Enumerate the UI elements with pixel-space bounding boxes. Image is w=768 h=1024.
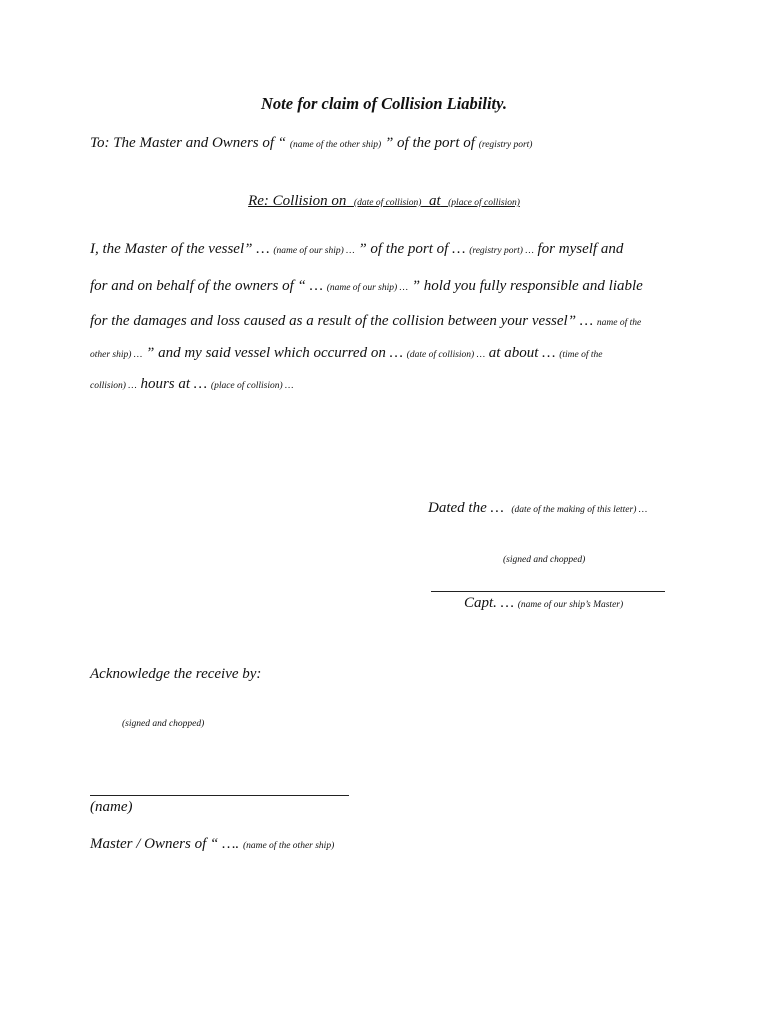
other-ship-placeholder: (name of the other ship) (289, 140, 382, 150)
collision-time-placeholder: collision) … (90, 381, 137, 391)
body-line-5 (90, 376, 294, 393)
letter-date-placeholder: (date of the making of this letter) … (511, 505, 648, 515)
registry-port-placeholder: (registry port) … (469, 246, 534, 256)
other-ship-placeholder: (name of the other ship) (242, 841, 335, 851)
collision-time-placeholder: (time of the (559, 350, 603, 360)
other-ship-placeholder: other ship) … (90, 350, 143, 360)
re-at: at (428, 193, 441, 209)
acknowledge-label: Acknowledge the receive by: (90, 666, 262, 682)
body-text: ” of the port of … (358, 241, 466, 257)
body-text: hours at … (140, 376, 208, 392)
re-line (0, 193, 768, 210)
dated-lead: Dated the … (428, 500, 504, 516)
receiver-signature-line (90, 795, 349, 796)
our-ship-placeholder: (name of our ship) … (326, 283, 408, 293)
signed-chopped-master: (signed and chopped) (503, 555, 586, 565)
collision-date-placeholder: (date of collision) (353, 198, 422, 208)
registry-port-placeholder: (registry port) (478, 140, 533, 150)
re-lead: Re: Collision on (248, 193, 347, 209)
body-line-2 (90, 278, 643, 295)
body-text: I, the Master of the vessel” … (90, 241, 270, 257)
other-ship-placeholder: name of the (596, 318, 642, 328)
body-text: ” hold you fully responsible and liable (411, 278, 643, 294)
page-title: Note for claim of Collision Liability. (261, 94, 507, 113)
master-owners-lead: Master / Owners of “ …. (90, 836, 240, 852)
master-signature-line (431, 591, 665, 592)
master-name-placeholder: (name of our ship’s Master) (517, 600, 624, 610)
to-line (90, 135, 532, 152)
body-text: at about … (488, 345, 556, 361)
body-text: ” and my said vessel which occurred on … (146, 345, 403, 361)
body-text: for myself and (537, 241, 624, 257)
signed-chopped-receiver: (signed and chopped) (122, 719, 205, 729)
collision-date-placeholder: (date of collision) … (406, 350, 486, 360)
body-line-4 (90, 345, 603, 362)
collision-place-placeholder: (place of collision) … (210, 381, 294, 391)
receiver-name-label: (name) (90, 799, 133, 815)
to-mid: ” of the port of (384, 135, 475, 151)
body-text: for and on behalf of the owners of “ … (90, 278, 323, 294)
our-ship-placeholder: (name of our ship) … (273, 246, 355, 256)
body-line-1 (90, 241, 623, 258)
to-lead: To: The Master and Owners of “ (90, 135, 287, 151)
dated-line (428, 500, 647, 517)
capt-lead: Capt. … (464, 595, 515, 611)
body-line-3 (90, 313, 641, 330)
body-text: for the damages and loss caused as a result of the collision between your vessel” … (90, 313, 594, 329)
master-owners-line (90, 836, 334, 853)
capt-line (464, 595, 623, 612)
collision-place-placeholder: (place of collision) (448, 198, 520, 208)
